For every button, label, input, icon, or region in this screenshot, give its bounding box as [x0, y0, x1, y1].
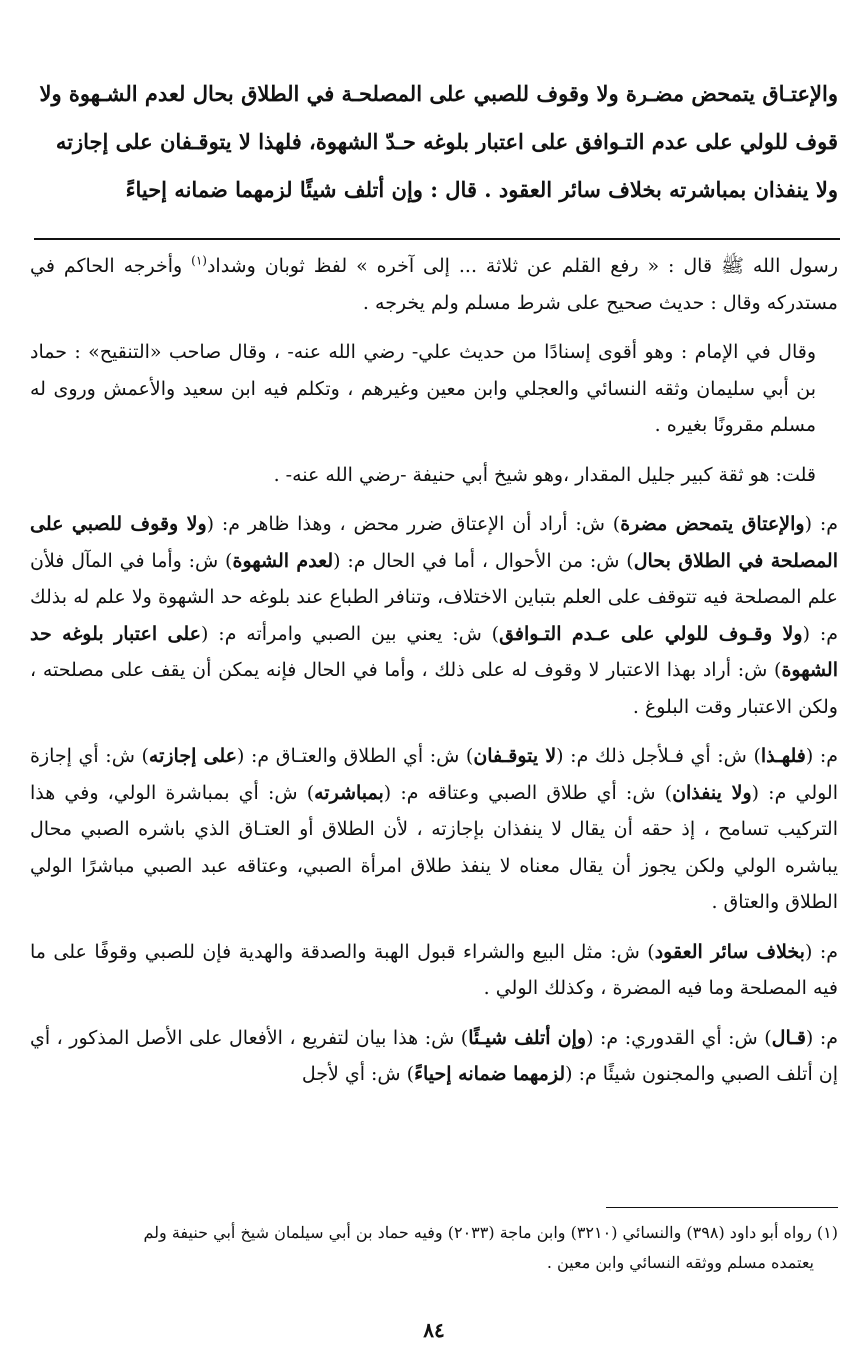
commentary-paragraph: قلت: هو ثقة كبير جليل المقدار ،وهو شيخ أبي حنيفة -رضي الله عنه- .	[273, 463, 816, 486]
quoted-matn: على إجازته	[148, 745, 238, 767]
quoted-matn: لا يتوقـفان	[473, 745, 557, 767]
commentary-text: ) ش: وأما في المآل فلأن علم المصلحة فيه تتوقف على العلم بتباين الاختلاف، وتنافر الطباع عند بلوغه حد الشهوة ولا علم له بذلك م: (	[30, 549, 839, 645]
commentary-text: ) ش: أراد بهذا الاعتبار لا وقوف له على ذلك ، وأما في الحال فإنه يمكن أن يقف على مصلحته ، ولكن الاعتبار وقت البلوغ .	[30, 659, 838, 718]
quoted-matn: وإن أتلف شيـئًا	[468, 1026, 587, 1049]
commentary-text: ) ش: أي الطلاق والعتـاق م: (	[237, 745, 474, 767]
quoted-matn: والإعتاق يتمحض مضرة	[620, 513, 805, 535]
footnote-reference[interactable]: (١)	[191, 253, 207, 268]
main-separator-rule	[34, 238, 840, 240]
commentary-text: ) ش: أي لأجل	[301, 1063, 415, 1085]
main-text-line: والإعتـاق يتمحض مضـرة ولا وقوف للصبي على المصلحـة في الطلاق بحال لعدم الشـهوة ولا	[39, 81, 838, 106]
commentary-paragraph	[30, 506, 838, 725]
commentary-text: م: (	[805, 745, 839, 767]
commentary-text: ) ش: من الأحوال ، أما في الحال م: (	[333, 549, 634, 572]
commentary-text: ) ش: هذا بيان لتفريع ، الأفعال على الأصل المذكور ، أي إن أتلف الصبي والمجنون شيئًا م: (	[30, 1026, 838, 1085]
quoted-matn: لزمهما ضمانه إحياءً	[414, 1063, 566, 1085]
commentary-text: ) ش: أي إجازة الولي م: (	[30, 745, 838, 804]
commentary-text: ) ش: مثل البيع والشراء قبول الهبة والصدقة والهدية فإن للصبي وقوفًا على ما فيه المصلحة وما فيه المضرة ، وكذلك الولي .	[30, 940, 838, 999]
commentary-text: م: (	[805, 1026, 839, 1049]
page-number: ٨٤	[423, 1318, 445, 1342]
quoted-matn: على اعتبار بلوغه حد الشهوة	[30, 622, 838, 681]
commentary-text: م: (	[804, 940, 839, 963]
quoted-matn: ولا وقـوف للولي على عـدم التـوافق	[499, 622, 803, 645]
commentary-text: ) ش: أي القدوري: م: (	[586, 1026, 772, 1049]
commentary-text: م: (	[804, 513, 838, 535]
quoted-matn: فلهـذا	[760, 745, 806, 767]
commentary-paragraph	[30, 934, 838, 1007]
quoted-matn: قـال	[771, 1026, 806, 1049]
commentary-paragraph: وقال في الإمام : وهو أقوى إسنادًا من حديث علي- رضي الله عنه- ، وقال صاحب «التنقيح» : حماد بن أبي سليمان وثقه النسائي والعجلي وابن معين وغيرهم ، وتكلم فيه ابن سعيد والأعمش وروى له مسلم مقرونًا بغيره .	[30, 341, 816, 436]
commentary-paragraph	[30, 1020, 838, 1093]
quoted-matn: بمباشرته	[314, 781, 384, 804]
footnote	[30, 1218, 838, 1278]
main-text	[28, 70, 838, 214]
quoted-matn: ولا وقوف للصبي على المصلحة في الطلاق بحال	[30, 513, 838, 572]
commentary-paragraph	[30, 248, 838, 321]
commentary-paragraph	[30, 738, 838, 921]
commentary-text: ) ش: أي فـلأجل ذلك م: (	[556, 745, 761, 767]
commentary	[30, 248, 838, 1106]
footnote-separator-rule	[606, 1207, 838, 1208]
footnote-line: يعتمده مسلم ووثقه النسائي وابن معين .	[546, 1253, 814, 1272]
quoted-matn: ولا ينفذان	[672, 781, 752, 804]
commentary-text: وأخرجه الحاكم في مستدركه وقال : حديث صحيح على شرط مسلم ولم يخرجه .	[30, 255, 838, 314]
commentary-text: ) ش: أي طلاق الصبي وعتاقه م: (	[383, 781, 673, 804]
commentary-text: رسول الله ﷺ قال : « رفع القلم عن ثلاثة ... إلى آخره » لفظ ثوبان وشداد	[206, 255, 839, 277]
main-text-line: ولا ينفذان بمباشرته بخلاف سائر العقود . قال : وإن أتلف شيئًا لزمهما ضمانه إحياءً	[125, 177, 838, 202]
commentary-text: ) ش: أي بمباشرة الولي، وفي هذا التركيب تسامح ، إذ حقه أن يقال لا ينفذان بإجازته ، لأن الطلاق أو العتـاق الذي باشره الصبي محال يباشره الولي ولكن يجوز أن يقال معناه لا ينفذ طلاق امرأة الصبي، وعتاقه عبد الصبي مباشرًا الولي الطلاق والعتاق .	[30, 781, 838, 913]
main-text-line: قوف للولي على عدم التـوافق على اعتبار بلوغه حـدّ الشهوة، فلهذا لا يتوقـفان على إجازته	[55, 129, 838, 154]
commentary-text: ) ش: يعني بين الصبي وامرأته م: (	[201, 622, 500, 645]
quoted-matn: بخلاف سائر العقود	[654, 940, 805, 963]
footnote-line: (١) رواه أبو داود (٣٩٨) والنسائي (٣٢١٠) وابن ماجة (٢٠٣٣) وفيه حماد بن أبي سيلمان شيخ أبي حنيفة ولم	[143, 1223, 838, 1242]
quoted-matn: لعدم الشهوة	[232, 549, 334, 572]
commentary-text: ) ش: أراد أن الإعتاق ضرر محض ، وهذا ظاهر م: (	[206, 513, 621, 535]
